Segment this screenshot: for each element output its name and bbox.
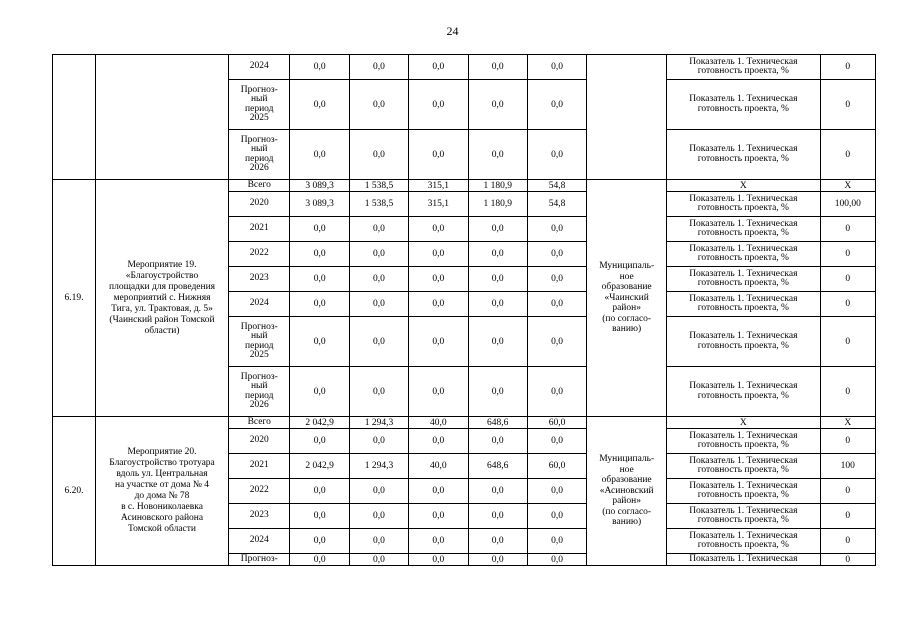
amount-cell: 0,0 [349, 267, 408, 292]
amount-cell: 0,0 [349, 217, 408, 242]
amount-cell: 0,0 [290, 217, 349, 242]
text-line: 2024 [249, 535, 269, 546]
amount-cell: 0,0 [290, 130, 349, 180]
year-cell [229, 130, 290, 180]
text-line: «Чаинский [604, 292, 649, 303]
amount-cell: 315,1 [409, 180, 468, 192]
amount-cell: 0,0 [349, 429, 408, 454]
amount-cell: 648,6 [468, 454, 527, 479]
text-line: Тига, ул. Трактовая, д. 5» [111, 303, 213, 314]
indicator-cell [667, 554, 821, 566]
text-line: Показатель 1. Техническая [689, 505, 798, 516]
indicator-value-cell: 0 [820, 130, 875, 180]
amount-cell: 0,0 [468, 367, 527, 417]
amount-cell: 0,0 [527, 80, 586, 130]
amount-cell: 0,0 [527, 217, 586, 242]
text-line: на участке от дома № 4 [114, 480, 210, 490]
amount-cell: 0,0 [409, 80, 468, 130]
text-line: 2024 [249, 298, 269, 309]
indicator-cell [667, 454, 821, 479]
amount-cell: 1 180,9 [468, 180, 527, 192]
amount-cell: 648,6 [468, 417, 527, 429]
amount-cell: 2 042,9 [290, 417, 349, 429]
indicator-cell [667, 479, 821, 504]
event-code-cell [53, 55, 96, 180]
amount-cell: 0,0 [290, 317, 349, 367]
indicator-cell [667, 192, 821, 217]
indicator-value-cell: X [820, 417, 875, 429]
amount-cell: 0,0 [290, 55, 349, 80]
text-line: ный [250, 331, 268, 341]
text-line: Показатель 1. Техническая [689, 56, 798, 67]
text-line: готовность проекта, % [697, 440, 789, 450]
text-line: Показатель 1. Техническая [689, 193, 798, 204]
indicator-cell [667, 504, 821, 529]
year-cell [229, 80, 290, 130]
text-line: Прогноз- [240, 553, 278, 564]
indicator-cell [667, 292, 821, 317]
amount-cell: 0,0 [409, 367, 468, 417]
amount-cell: 3 089,3 [290, 192, 349, 217]
text-line: Мероприятие 19. [127, 259, 197, 270]
amount-cell: 40,0 [409, 454, 468, 479]
text-line: (по согласо- [602, 313, 652, 324]
text-line: Показатель 1. Техническая [689, 144, 798, 154]
text-line: готовность проекта, % [697, 153, 789, 164]
text-line: 2020 [249, 435, 269, 446]
indicator-value-cell: X [820, 180, 875, 192]
text-line: готовность проекта, % [697, 465, 789, 475]
indicator-value-cell: 0 [820, 292, 875, 317]
amount-cell: 0,0 [409, 130, 468, 180]
text-line: период [245, 390, 274, 401]
text-line: готовность проекта, % [697, 103, 789, 114]
text-line: Показатель 1. Техническая [689, 94, 798, 104]
year-cell [229, 192, 290, 217]
text-line: ное [619, 271, 634, 282]
amount-cell: 0,0 [290, 242, 349, 267]
text-line: район» [612, 303, 641, 314]
year-cell [229, 242, 290, 267]
indicator-value-cell: 0 [820, 267, 875, 292]
text-line: «Благоустройство [125, 270, 199, 281]
indicator-cell [667, 180, 821, 192]
event-code-cell: 6.20. [53, 417, 96, 566]
text-line: X [739, 180, 747, 191]
amount-cell: 0,0 [290, 529, 349, 554]
amount-cell: 60,0 [527, 417, 586, 429]
amount-cell: 0,0 [527, 267, 586, 292]
amount-cell: 0,0 [409, 504, 468, 529]
amount-cell: 0,0 [468, 529, 527, 554]
text-line: готовность проекта, % [697, 340, 789, 351]
indicator-cell [667, 267, 821, 292]
amount-cell: 54,8 [527, 192, 586, 217]
text-line: Прогноз- [240, 321, 278, 332]
year-cell [229, 479, 290, 504]
amount-cell: 0,0 [527, 292, 586, 317]
amount-cell: 0,0 [409, 55, 468, 80]
text-line: готовность проекта, % [697, 303, 789, 313]
amount-cell: 0,0 [527, 529, 586, 554]
indicator-value-cell: 100 [820, 454, 875, 479]
amount-cell: 0,0 [349, 367, 408, 417]
amount-cell: 0,0 [409, 217, 468, 242]
indicator-cell [667, 367, 821, 417]
text-line: (Чаинский район Томской [109, 314, 215, 325]
text-line: Асиновского района [120, 513, 204, 523]
amount-cell: 0,0 [290, 479, 349, 504]
amount-cell: 0,0 [468, 267, 527, 292]
year-cell [229, 554, 290, 566]
amount-cell: 1 538,5 [349, 180, 408, 192]
text-line: готовность проекта, % [697, 540, 789, 550]
text-line: готовность проекта, % [697, 228, 789, 238]
text-line: Показатель 1. Техническая [689, 218, 798, 229]
executor-cell [587, 417, 667, 566]
year-cell [229, 454, 290, 479]
amount-cell: 0,0 [527, 242, 586, 267]
amount-cell: 0,0 [468, 504, 527, 529]
text-line: Всего [247, 179, 271, 190]
amount-cell: 0,0 [527, 554, 586, 566]
amount-cell: 0,0 [290, 504, 349, 529]
event-name-cell [95, 55, 228, 180]
amount-cell: 1 294,3 [349, 417, 408, 429]
amount-cell: 0,0 [349, 292, 408, 317]
text-line: ное [619, 464, 634, 475]
text-line: готовность проекта, % [697, 66, 789, 76]
indicator-cell [667, 217, 821, 242]
amount-cell: 0,0 [409, 529, 468, 554]
indicator-cell [667, 242, 821, 267]
text-line: Показатель 1. Техническая [689, 455, 798, 466]
text-line: мероприятий с. Нижняя [113, 292, 211, 303]
text-line: области) [144, 325, 180, 336]
amount-cell: 315,1 [409, 192, 468, 217]
text-line: ный [250, 144, 268, 154]
text-line: (по согласо- [602, 506, 652, 517]
amount-cell: 1 180,9 [468, 192, 527, 217]
amount-cell: 0,0 [290, 292, 349, 317]
indicator-value-cell: 0 [820, 367, 875, 417]
year-cell [229, 529, 290, 554]
text-line: 2021 [249, 460, 269, 471]
amount-cell: 0,0 [527, 479, 586, 504]
event-code-cell: 6.19. [53, 180, 96, 417]
text-line: Прогноз- [240, 371, 278, 382]
amount-cell: 0,0 [409, 317, 468, 367]
text-line: образование [601, 475, 652, 486]
year-cell [229, 292, 290, 317]
amount-cell: 0,0 [290, 429, 349, 454]
amount-cell: 0,0 [290, 367, 349, 417]
text-line: 2023 [249, 510, 269, 521]
text-line: период [245, 103, 274, 114]
text-line: вдоль ул. Центральная [116, 469, 208, 479]
executor-cell [587, 180, 667, 417]
amount-cell: 0,0 [409, 429, 468, 454]
text-line: ванию) [612, 517, 642, 528]
text-line: Показатель 1. Техническая [689, 430, 798, 441]
amount-cell: 0,0 [349, 55, 408, 80]
table-row [53, 180, 876, 192]
amount-cell: 0,0 [349, 130, 408, 180]
table-row [53, 55, 876, 80]
text-line: Показатель 1. Техническая [689, 331, 798, 341]
amount-cell: 0,0 [468, 80, 527, 130]
amount-cell: 0,0 [468, 242, 527, 267]
indicator-value-cell: 0 [820, 55, 875, 80]
amount-cell: 0,0 [468, 554, 527, 566]
text-line: период [245, 153, 274, 164]
amount-cell: 0,0 [468, 479, 527, 504]
year-cell [229, 504, 290, 529]
amount-cell: 1 294,3 [349, 454, 408, 479]
event-name-cell [95, 417, 228, 566]
text-line: 2022 [249, 248, 269, 259]
text-line: 2024 [249, 61, 269, 72]
text-line: Благоустройство тротуара [109, 458, 215, 468]
amount-cell: 0,0 [349, 529, 408, 554]
text-line: Показатель 1. Техническая [689, 243, 798, 254]
text-line: Показатель 1. Техническая [689, 530, 798, 541]
amount-cell: 0,0 [527, 504, 586, 529]
amount-cell: 0,0 [468, 217, 527, 242]
indicator-cell [667, 317, 821, 367]
amount-cell: 0,0 [349, 504, 408, 529]
amount-cell: 0,0 [409, 292, 468, 317]
amount-cell: 0,0 [409, 242, 468, 267]
text-line: готовность проекта, % [697, 515, 789, 525]
text-line: Прогноз- [240, 134, 278, 145]
indicator-value-cell: 0 [820, 529, 875, 554]
executor-cell [587, 55, 667, 180]
amount-cell: 0,0 [527, 429, 586, 454]
amount-cell: 0,0 [468, 55, 527, 80]
indicator-value-cell: 0 [820, 242, 875, 267]
amount-cell: 0,0 [349, 80, 408, 130]
text-line: Всего [247, 416, 271, 427]
text-line: Томской области [128, 524, 196, 534]
indicator-value-cell: 0 [820, 504, 875, 529]
amount-cell: 0,0 [468, 317, 527, 367]
text-line: 2020 [249, 198, 269, 209]
indicator-value-cell: 0 [820, 479, 875, 504]
amount-cell: 0,0 [349, 242, 408, 267]
budget-table [52, 54, 876, 566]
text-line: ный [250, 381, 268, 391]
text-line: Показатель 1. Техническая [689, 381, 798, 391]
text-line: «Асиновский [599, 485, 654, 496]
year-cell [229, 267, 290, 292]
indicator-cell [667, 429, 821, 454]
amount-cell: 54,8 [527, 180, 586, 192]
indicator-cell [667, 55, 821, 80]
amount-cell: 0,0 [290, 80, 349, 130]
text-line: 2022 [249, 485, 269, 496]
text-line: Прогноз- [240, 84, 278, 95]
text-line: район» [612, 496, 641, 507]
text-line: Показатель 1. Техническая [689, 268, 798, 279]
text-line: Мероприятие 20. [127, 447, 197, 457]
indicator-cell [667, 529, 821, 554]
amount-cell: 0,0 [468, 429, 527, 454]
year-cell [229, 367, 290, 417]
indicator-value-cell: 0 [820, 554, 875, 566]
text-line: готовность проекта, % [697, 203, 789, 213]
amount-cell: 0,0 [527, 130, 586, 180]
amount-cell: 0,0 [409, 479, 468, 504]
text-line: ный [250, 94, 268, 104]
text-line: Муниципаль- [599, 454, 655, 465]
text-line: 2023 [249, 273, 269, 284]
indicator-value-cell: 0 [820, 429, 875, 454]
amount-cell: 0,0 [409, 554, 468, 566]
text-line: 2021 [249, 223, 269, 234]
amount-cell: 0,0 [349, 554, 408, 566]
text-line: 2025 [249, 113, 269, 123]
amount-cell: 0,0 [527, 367, 586, 417]
text-line: готовность проекта, % [697, 390, 789, 401]
amount-cell: 0,0 [290, 267, 349, 292]
amount-cell: 0,0 [290, 554, 349, 566]
text-line: образование [601, 282, 652, 293]
text-line: готовность проекта, % [697, 490, 789, 500]
amount-cell: 2 042,9 [290, 454, 349, 479]
text-line: 2026 [249, 400, 269, 410]
text-line: 2025 [249, 350, 269, 360]
amount-cell: 3 089,3 [290, 180, 349, 192]
text-line: 2026 [249, 163, 269, 173]
text-line: ванию) [612, 324, 642, 335]
indicator-value-cell: 0 [820, 80, 875, 130]
event-name-cell [95, 180, 228, 417]
amount-cell: 60,0 [527, 454, 586, 479]
year-cell [229, 417, 290, 429]
text-line: X [739, 417, 747, 428]
text-line: до дома № 78 [134, 491, 190, 501]
year-cell [229, 429, 290, 454]
year-cell [229, 217, 290, 242]
indicator-value-cell: 100,00 [820, 192, 875, 217]
table-row [53, 417, 876, 429]
year-cell [229, 180, 290, 192]
text-line: Показатель 1. Техническая [689, 293, 798, 304]
text-line: в с. Новониколаевка [121, 502, 203, 512]
text-line: период [245, 340, 274, 351]
indicator-value-cell: 0 [820, 317, 875, 367]
text-line: Показатель 1. Техническая [689, 553, 798, 564]
amount-cell: 0,0 [409, 267, 468, 292]
text-line: готовность проекта, % [697, 278, 789, 288]
amount-cell: 0,0 [468, 292, 527, 317]
text-line: Муниципаль- [599, 261, 655, 272]
indicator-cell [667, 80, 821, 130]
indicator-cell [667, 130, 821, 180]
amount-cell: 1 538,5 [349, 192, 408, 217]
text-line: Показатель 1. Техническая [689, 480, 798, 491]
amount-cell: 40,0 [409, 417, 468, 429]
text-line: площадки для проведения [109, 281, 216, 292]
year-cell [229, 55, 290, 80]
page-number: 24 [446, 24, 459, 38]
text-line: готовность проекта, % [697, 253, 789, 263]
year-cell [229, 317, 290, 367]
amount-cell: 0,0 [527, 317, 586, 367]
amount-cell: 0,0 [349, 479, 408, 504]
amount-cell: 0,0 [527, 55, 586, 80]
amount-cell: 0,0 [349, 317, 408, 367]
indicator-value-cell: 0 [820, 217, 875, 242]
indicator-cell [667, 417, 821, 429]
amount-cell: 0,0 [468, 130, 527, 180]
